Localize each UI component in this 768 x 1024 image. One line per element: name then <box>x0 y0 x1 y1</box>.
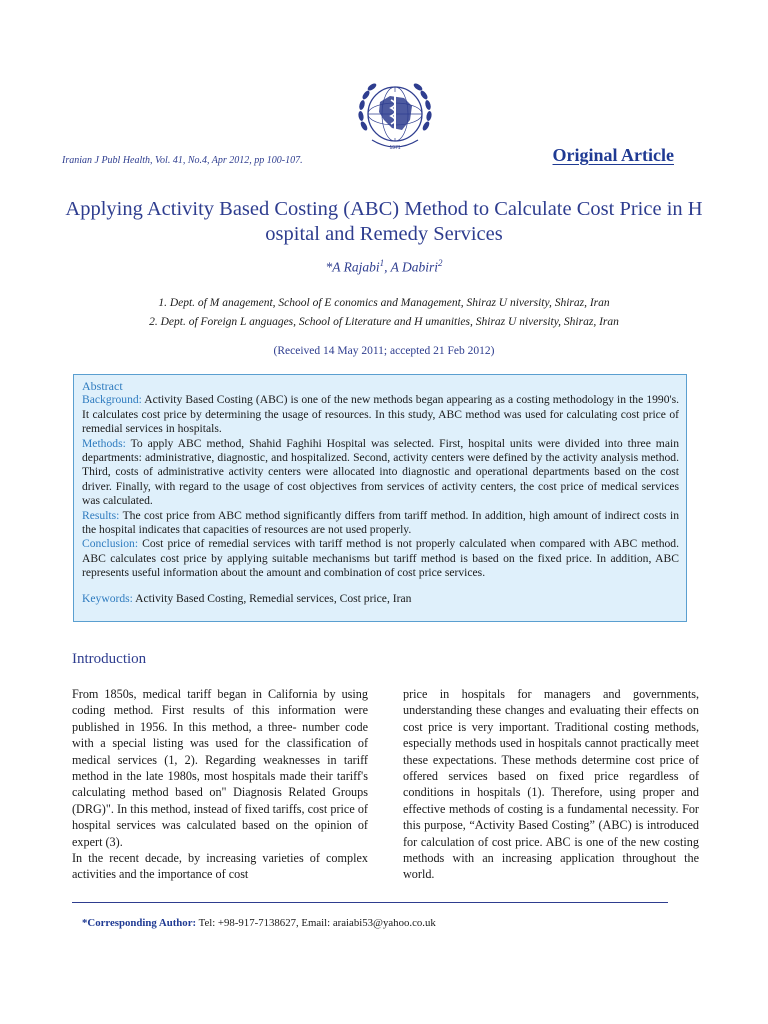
introduction-heading: Introduction <box>72 651 147 667</box>
methods-label: Methods: <box>82 436 126 450</box>
paper-title: Applying Activity Based Costing (ABC) Method to Calculate Cost Price in H ospital and Remedy Services <box>65 198 703 245</box>
abstract-heading: Abstract <box>82 379 123 393</box>
author-1: *A Rajabi <box>325 259 380 275</box>
conclusion-label: Conclusion: <box>82 537 139 551</box>
corresponding-author-footnote <box>82 917 436 929</box>
author-list <box>60 258 708 276</box>
author-2-affil-mark: 2 <box>438 258 443 268</box>
abstract-results <box>82 509 679 538</box>
author-1-affil-mark: 1 <box>379 258 385 268</box>
author-separator: , <box>384 259 391 275</box>
body-column-left <box>72 686 368 883</box>
results-label: Results: <box>82 508 120 522</box>
abstract-methods <box>82 437 679 509</box>
intro-paragraph-1: From 1850s, medical tariff began in California by using coding method. First results of this information were published in 1956. In this method, a three- number code with a special listing was used for the classification of medical services (1, 2). Regarding weaknesses in tariff method in the late 1980s, most hospitals made their tariff's calculating method based on" Diagnosis Related Groups (DRG)". In this method, instead of fixed tariffs, cost price of hospital services was calculated based on the opinion of expert (3). <box>72 687 368 849</box>
abstract-keywords <box>82 592 679 606</box>
journal-emblem-logo <box>352 74 438 160</box>
methods-text: To apply ABC method, Shahid Faghihi Hospital was selected. First, hospital units were divided into three main departments: administrative, diagnostic, and hospitalized. Second, activity centers were defined by the activity analysis method. Third, costs of administrative activity centers were allocated into diagnostic and operational departments based on the cost driver. Finally, with regard to the usage of cost objectives from services of activity centers, the cost price of medical services was calculated. <box>82 436 679 508</box>
background-text: Activity Based Costing (ABC) is one of the new methods began appearing as a costing methodology in the 1990's. It calculates cost price by determining the usage of resources. In this study, ABC method was used for calculating cost price of remedial services in hospitals. <box>82 393 679 436</box>
abstract-box <box>73 374 687 622</box>
abstract-background <box>82 393 679 436</box>
body-column-right <box>403 686 699 883</box>
received-dates: (Received 14 May 2011; accepted 21 Feb 2012) <box>273 345 495 357</box>
intro-paragraph-3: price in hospitals for managers and governments, understanding these changes and evaluating their effects on cost price is very important. Traditional costing methods, especially methods used in hospitals cannot practically meet these expectations. These methods determine cost price of offered services based on fixed price regardless of conditions in hospitals (1). Therefore, using proper and effective methods of costing is a fundamental necessity. For this purpose, “Activity Based Costing” (ABC) is introduced for calculation of cost price. ABC is one of the new costing methods with an increasing application throughout the world. <box>403 687 699 882</box>
abstract-conclusion <box>82 537 679 580</box>
author-2: A Dabiri <box>390 259 439 275</box>
footnote-divider <box>72 902 668 903</box>
footnote-contact: Tel: +98-917-7138627, Email: araiabi53@yahoo.co.uk <box>196 917 436 929</box>
conclusion-text: Cost price of remedial services with tariff method is not properly calculated when compared with ABC method. ABC calculates cost price by applying suitable mechanisms but tariff method is based on the fixed price. In addition, ABC represents useful information about the amount and combination of cost price services. <box>82 537 679 580</box>
results-text: The cost price from ABC method significantly differs from tariff method. In addition, high amount of indirect costs in the hospital indicates that capacities of resources are not used properly. <box>82 508 679 537</box>
keywords-label: Keywords: <box>82 591 133 605</box>
affiliation-2: 2. Dept. of Foreign L anguages, School of Literature and H umanities, Shiraz U niversity, Shiraz, Iran <box>149 316 619 328</box>
logo-year: 1971 <box>389 145 401 151</box>
footnote-label: *Corresponding Author: <box>82 917 197 929</box>
journal-citation: Iranian J Publ Health, Vol. 41, No.4, Apr 2012, pp 100-107. <box>62 155 303 166</box>
article-type-label: Original Article <box>552 145 674 165</box>
affiliation-1: 1. Dept. of M anagement, School of E conomics and Management, Shiraz U niversity, Shiraz, Iran <box>158 297 610 309</box>
keywords-text: Activity Based Costing, Remedial services, Cost price, Iran <box>132 591 412 605</box>
intro-paragraph-2: In the recent decade, by increasing varieties of complex activities and the importance of cost <box>72 851 368 882</box>
background-label: Background: <box>82 393 142 407</box>
